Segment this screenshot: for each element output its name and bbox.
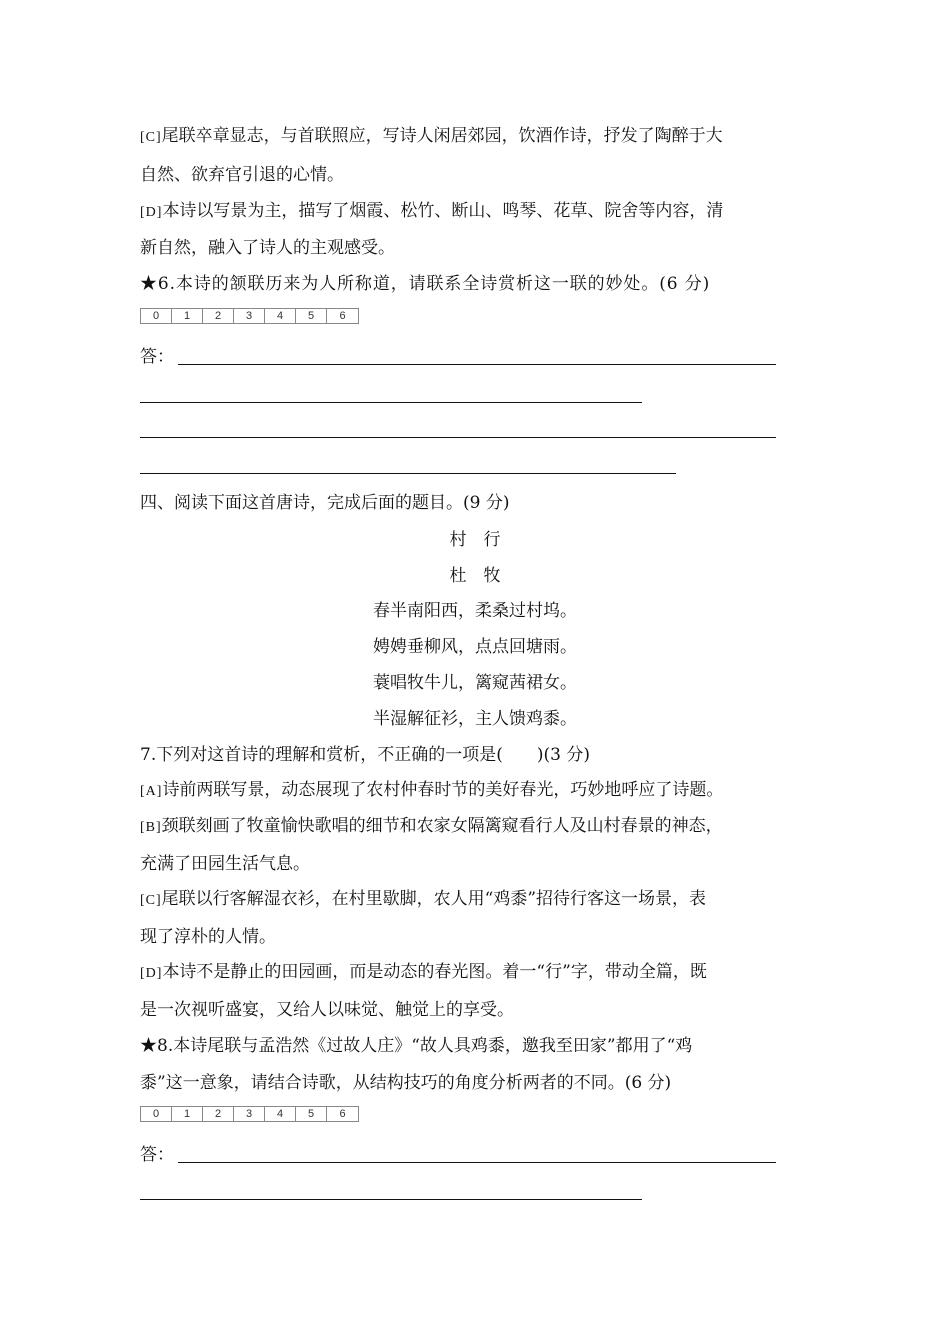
- q6-score-3[interactable]: 3: [234, 309, 265, 323]
- section-4-heading: 四、阅读下面这首唐诗，完成后面的题目。(9 分): [140, 493, 510, 513]
- poem-line-3: 蓑唱牧牛儿，篱窥茜裙女。: [373, 673, 577, 693]
- q6-answer-line-3[interactable]: [140, 437, 776, 438]
- q7-option-a[interactable]: [140, 779, 723, 803]
- q5-option-c-text-2: 自然、欲弃官引退的心情。: [140, 165, 344, 185]
- q5-option-d-text-2: 新自然，融入了诗人的主观感受。: [140, 238, 395, 258]
- poem-line-4: 半湿解征衫，主人馈鸡黍。: [373, 709, 577, 729]
- q7-option-b-tag: [B]: [140, 820, 162, 835]
- q7-stem: 7.下列对这首诗的理解和赏析，不正确的一项是( )(3 分): [140, 745, 590, 765]
- q7-option-d-tag: [D]: [140, 966, 163, 981]
- q8-score-1[interactable]: 1: [172, 1107, 203, 1121]
- q5-option-d-tag: [D]: [140, 205, 163, 220]
- q8-score-5[interactable]: 5: [296, 1107, 327, 1121]
- q5-option-c-tag: [C]: [140, 130, 162, 145]
- q7-option-d[interactable]: [140, 961, 707, 985]
- q8-score-0[interactable]: 0: [141, 1107, 172, 1121]
- q6-answer-label: 答：: [140, 347, 174, 367]
- poem-title: 村 行: [449, 530, 501, 550]
- q7-option-a-text-1: 诗前两联写景，动态展现了农村仲春时节的美好春光，巧妙地呼应了诗题。: [162, 780, 724, 800]
- poem-author: 杜 牧: [449, 566, 501, 586]
- q7-option-b-text-2: 充满了田园生活气息。: [140, 854, 310, 874]
- q8-score-6[interactable]: 6: [339, 1108, 346, 1120]
- q6-score-0[interactable]: 0: [141, 309, 172, 323]
- q7-option-d-text-2: 是一次视听盛宴，又给人以味觉、触觉上的享受。: [140, 1000, 514, 1020]
- q8-answer-line-2[interactable]: [140, 1199, 642, 1200]
- q7-option-b[interactable]: [140, 815, 723, 839]
- q7-option-c[interactable]: [140, 888, 706, 912]
- q5-option-d-text-1: 本诗以写景为主，描写了烟霞、松竹、断山、鸣琴、花草、院舍等内容，清: [162, 201, 724, 221]
- q5-option-c: [140, 125, 723, 149]
- q8-answer-label: 答：: [140, 1145, 174, 1165]
- q7-option-c-text-2: 现了淳朴的人情。: [140, 927, 276, 947]
- q7-option-c-text-1: 尾联以行客解湿衣衫，在村里歇脚，农人用“鸡黍”招待行客这一场景，表: [161, 889, 707, 909]
- q8-score-3[interactable]: 3: [234, 1107, 265, 1121]
- q6-answer-line-1[interactable]: [178, 364, 776, 365]
- q7-option-b-text-1: 颈联刻画了牧童愉快歌唱的细节和农家女隔篱窥看行人及山村春景的神态，: [161, 816, 723, 836]
- q8-stem-line-1: ★8.本诗尾联与孟浩然《过故人庄》“故人具鸡黍，邀我至田家”都用了“鸡: [140, 1036, 693, 1056]
- q6-score-box[interactable]: [140, 308, 359, 324]
- q8-stem-line-2: 黍”这一意象，请结合诗歌，从结构技巧的角度分析两者的不同。(6 分): [140, 1073, 672, 1093]
- q8-score-2[interactable]: 2: [203, 1107, 234, 1121]
- q6-score-4[interactable]: 4: [265, 309, 296, 323]
- q5-option-c-text-1: 尾联卒章显志，与首联照应，写诗人闲居郊园，饮酒作诗，抒发了陶醉于大: [161, 126, 723, 146]
- q5-option-d: [140, 200, 723, 224]
- q6-score-1[interactable]: 1: [172, 309, 203, 323]
- q6-stem: ★6.本诗的颔联历来为人所称道，请联系全诗赏析这一联的妙处。(6 分): [140, 274, 711, 294]
- q6-score-2[interactable]: 2: [203, 309, 234, 323]
- q6-answer-line-4[interactable]: [140, 473, 676, 474]
- q7-option-a-tag: [A]: [140, 784, 163, 799]
- poem-line-2: 娉娉垂柳风，点点回塘雨。: [373, 637, 577, 657]
- q8-answer-line-1[interactable]: [178, 1162, 776, 1163]
- poem-line-1: 春半南阳西，柔桑过村坞。: [373, 601, 577, 621]
- q7-option-d-text-1: 本诗不是静止的田园画，而是动态的春光图。着一“行”字，带动全篇，既: [162, 962, 707, 982]
- q7-option-c-tag: [C]: [140, 893, 162, 908]
- q6-score-6[interactable]: 6: [339, 310, 346, 322]
- q8-score-4[interactable]: 4: [265, 1107, 296, 1121]
- q6-answer-line-2[interactable]: [140, 402, 642, 403]
- q8-score-box[interactable]: [140, 1106, 359, 1122]
- q6-score-5[interactable]: 5: [296, 309, 327, 323]
